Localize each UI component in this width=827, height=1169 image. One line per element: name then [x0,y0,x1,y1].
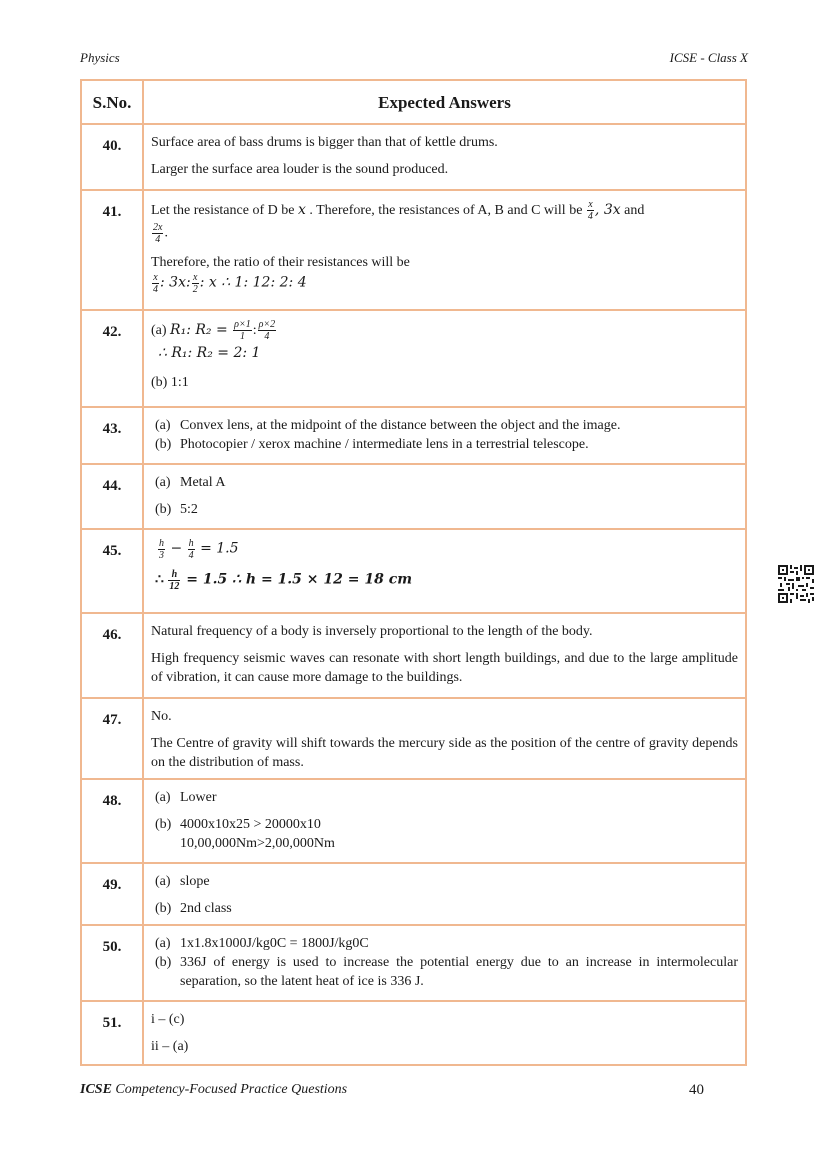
answer-cell [143,779,746,863]
question-number: 43. [81,407,143,464]
page-number: 40 [689,1082,704,1098]
text-run: . [164,226,168,241]
question-number: 49. [81,863,143,925]
math-var: x [297,202,306,218]
table-row [81,190,746,310]
list-item [151,872,738,891]
answers-table [80,79,747,1066]
text-run: . Therefore, the resistances of A, B and C will be [305,203,586,218]
fraction [258,319,277,342]
table-row [81,310,746,407]
answer-text: High frequency seismic waves can resonate with short length buildings, and due to the large amplitude of vibration, it can cause more damage to the buildings. [151,651,738,685]
fraction [587,199,594,222]
numerator: h [188,538,194,549]
item-label: (a) [155,936,171,951]
header-class: ICSE - Class X [669,50,748,65]
answer-text [151,199,738,245]
math-expr: : x ∴ 1: 12: 2: 4 [199,275,307,291]
qr-code-icon [778,565,814,603]
list-item [151,416,738,435]
math-expr: = 1.5 ∴ h = 1.5 × 12 = 18 cm [181,571,413,588]
item-label: (b) [155,437,172,452]
answer-cell [143,863,746,925]
answer-cell [143,698,746,779]
numerator: ρ×1 [234,319,251,331]
item-text: Lower [180,790,217,805]
fraction [152,272,159,295]
question-number: 47. [81,698,143,779]
table-row [81,698,746,779]
numerator: h [168,569,180,581]
math-expr: : [252,323,257,338]
fraction [168,569,180,592]
col-answers-header: Expected Answers [143,80,746,124]
numerator: x [192,272,198,284]
col-sno-header: S.No. [81,80,143,124]
item-label: (a) [155,475,171,490]
text-run: and [620,203,645,218]
denominator: 4 [153,284,158,296]
list-item [151,953,738,991]
item-text: Photocopier / xerox machine / intermediate lens in a terrestrial telescope. [180,437,589,452]
numerator: ρ×2 [258,319,276,331]
answer-text: i – (c) [151,1012,185,1027]
fraction [192,272,199,295]
footer-brand: ICSE [80,1082,112,1097]
item-label: (b) [155,817,172,832]
fraction [158,538,165,561]
table-row [81,925,746,1001]
table-row [81,863,746,925]
question-number: 40. [81,124,143,190]
question-number: 51. [81,1001,143,1065]
item-label: (b) [155,901,172,916]
header-subject: Physics [80,50,120,65]
denominator: 3 [159,550,164,561]
table-row [81,613,746,698]
table-row [81,1001,746,1065]
question-number: 45. [81,529,143,613]
math-expr: = 1.5 [195,540,239,557]
item-label: (a) [155,790,171,805]
answer-cell [143,407,746,464]
list-item [151,899,738,918]
answer-cell [143,124,746,190]
math-expr: ∴ [155,572,168,588]
denominator: 4 [188,550,194,561]
answer-text [151,538,738,561]
answer-text: No. [151,709,172,724]
text-run: Let the resistance of D be [151,203,298,218]
math-expr: ∴ R₁: R₂ = 2: 1 [158,345,261,362]
table-row [81,779,746,863]
answer-cell [143,925,746,1001]
math-expr: − [166,540,187,557]
item-text: 336J of energy is used to increase the potential energy due to an increase in intermolecular separation, so the latent heat of ice is 336 J. [180,955,738,989]
list-item [151,788,738,807]
item-text [180,815,738,853]
footer-title [80,1082,347,1098]
fraction [188,538,195,561]
question-number: 41. [81,190,143,310]
table-header-row [81,80,746,124]
answer-text: Natural frequency of a body is inversely proportional to the length of the body. [151,624,593,639]
item-line: 10,00,000Nm>2,00,000Nm [180,836,335,851]
item-line: 4000x10x25 > 20000x10 [180,817,321,832]
list-item [151,435,738,454]
denominator: 4 [264,331,270,343]
math-expr: , 3x [594,202,621,218]
answer-cell [143,613,746,698]
fraction [152,222,163,245]
answer-cell [143,529,746,613]
list-item [151,500,738,519]
answer-text: Larger the surface area louder is the sound produced. [151,162,449,177]
item-label: (b) [155,502,172,517]
numerator: x [588,199,593,211]
answer-cell [143,464,746,529]
math-expr: R₁: R₂ = [170,322,233,338]
table-row [81,529,746,613]
numerator: h [159,538,164,549]
answer-text: ii – (a) [151,1039,189,1054]
answer-cell [143,310,746,407]
math-expr: : 3x: [160,275,191,291]
item-text: Convex lens, at the midpoint of the distance between the object and the image. [180,418,621,433]
answer-text [151,569,738,592]
table-row [81,464,746,529]
question-number: 44. [81,464,143,529]
list-item [151,473,738,492]
denominator: 1 [239,331,245,343]
question-number: 50. [81,925,143,1001]
answer-cell [143,1001,746,1065]
item-text: 1x1.8x1000J/kg0C = 1800J/kg0C [180,936,369,951]
table-row [81,124,746,190]
item-text: Metal A [180,475,226,490]
table-row [81,407,746,464]
list-item [151,815,738,853]
item-text: 5:2 [180,502,198,517]
item-label: (a) [155,874,171,889]
answer-cell [143,190,746,310]
item-text: 2nd class [180,901,232,916]
list-item [151,934,738,953]
answer-text [151,319,738,365]
footer-text: Competency-Focused Practice Questions [111,1082,348,1097]
item-label: (a) [155,418,171,433]
item-label: (b) [155,955,172,970]
question-number: 46. [81,613,143,698]
answer-text: Surface area of bass drums is bigger than that of kettle drums. [151,135,498,150]
numerator: x [153,272,158,284]
answer-text: The Centre of gravity will shift towards the mercury side as the position of the centre of gravity depends on the distribution of mass. [151,736,738,770]
denominator: 4 [155,234,161,246]
answer-text [151,253,738,295]
numerator: 2x [153,222,163,234]
question-number: 42. [81,310,143,407]
item-label: (a) [151,323,171,338]
question-number: 48. [81,779,143,863]
denominator: 12 [169,581,180,592]
denominator: 2 [192,284,198,296]
denominator: 4 [587,211,593,223]
answer-text: (b) 1:1 [151,375,189,391]
text-run: Therefore, the ratio of their resistances will be [151,255,410,271]
item-text: slope [180,874,210,889]
fraction [233,319,252,342]
